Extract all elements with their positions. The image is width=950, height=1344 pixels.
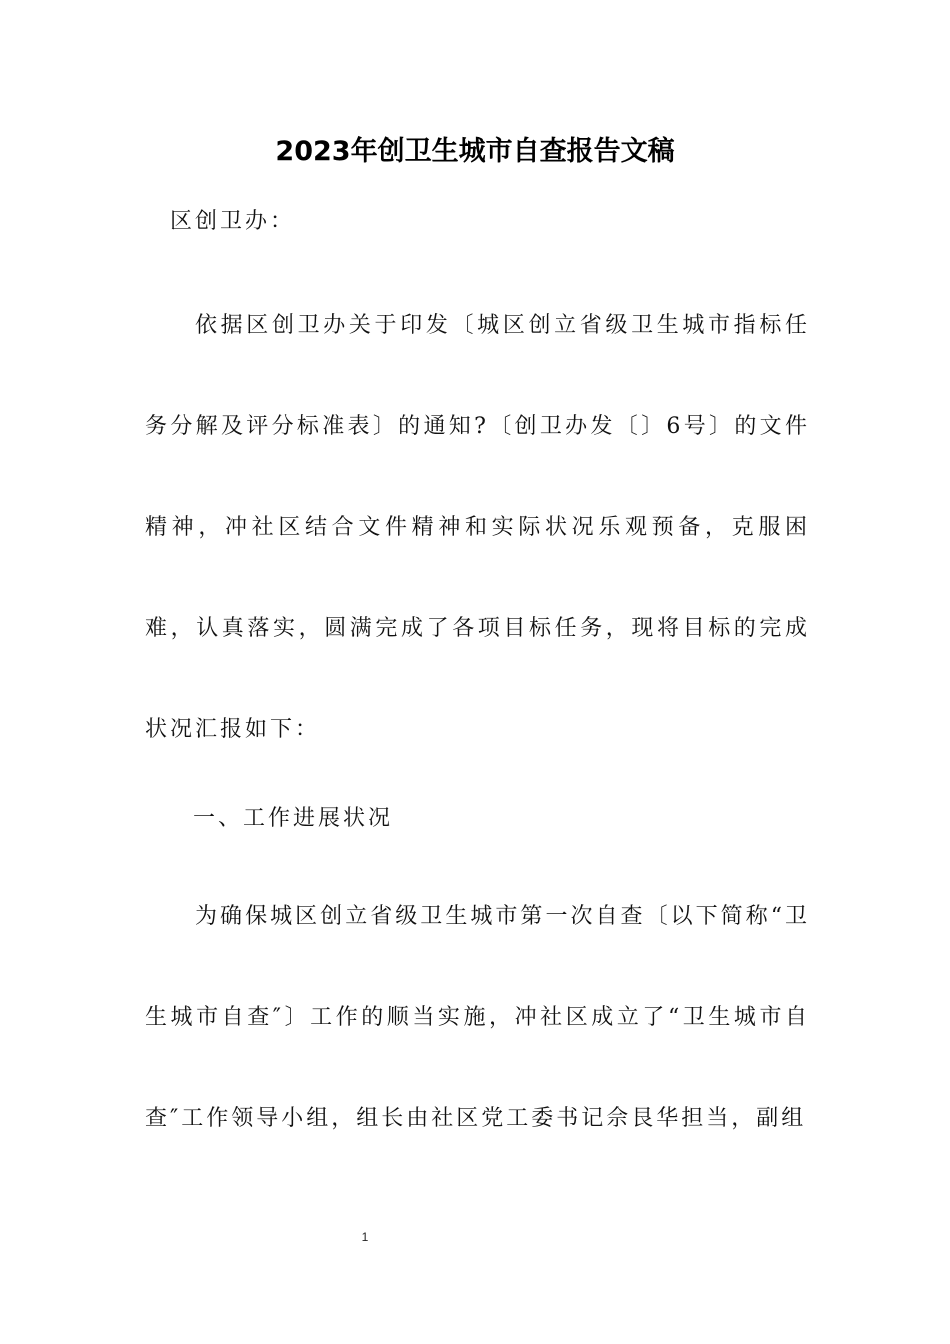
page-number: 1 — [361, 1230, 369, 1244]
document-title: 2023年创卫生城市自查报告文稿 — [275, 136, 675, 167]
salutation: 区创卫办： — [170, 209, 296, 234]
paragraph-work-progress: 为确保城区创立省级卫生城市第一次自查〔以下简称“卫生城市自查″〕工作的顺当实施，冲社区成立了“卫生城市自查″工作领导小组，组长由社区党工委书记佘艮华担当，副组 — [145, 904, 810, 1131]
section-heading: 一、工作进展状况 — [193, 806, 394, 831]
paragraph-intro: 依据区创卫办关于印发〔城区创立省级卫生城市指标任务分解及评分标准表〕的通知?〔创卫办发〔〕6号〕的文件精神，冲社区结合文件精神和实际状况乐观预备，克服困难，认真落实，圆满完成了各项目标任务，现将目标的完成状况汇报如下： — [145, 313, 810, 742]
